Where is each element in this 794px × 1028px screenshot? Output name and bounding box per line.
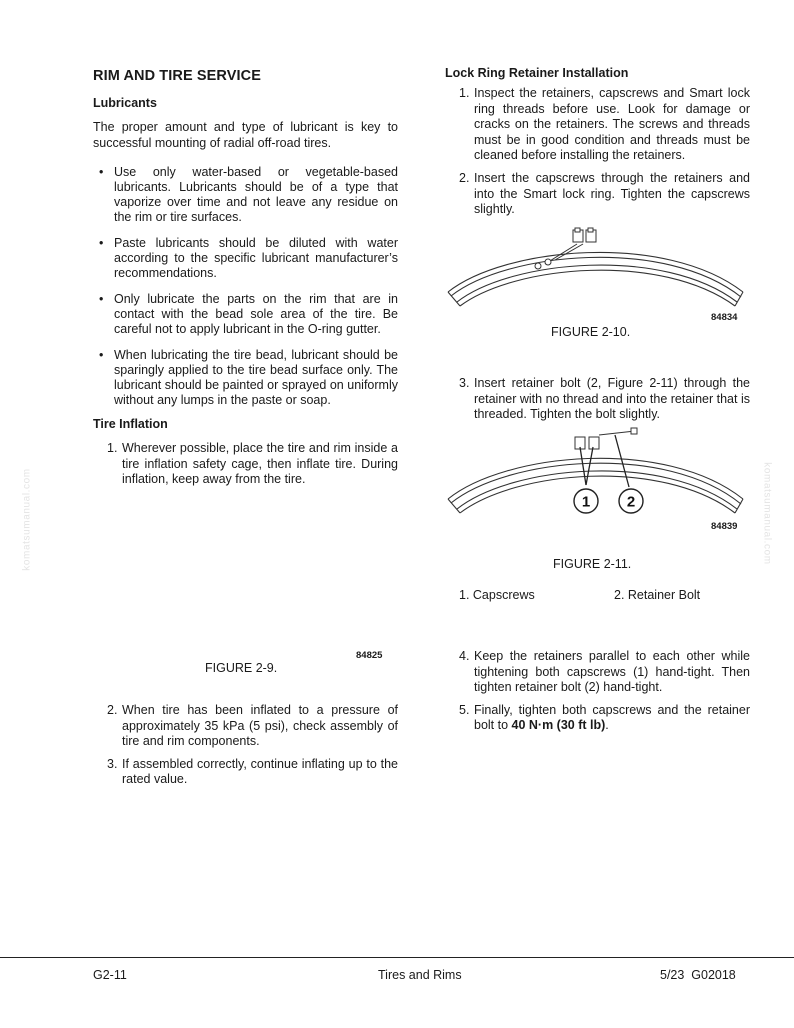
- step-item: 2. Insert the capscrews through the retainers and into the Smart lock ring. Tighten the capscrews slightly.: [459, 170, 750, 217]
- step-item: 5. Finally, tighten both capscrews and the retainer bolt to 40 N·m (30 ft lb).: [459, 702, 750, 733]
- watermark-left: komatsumanual.com: [21, 468, 33, 571]
- left-column: [93, 62, 398, 419]
- lubricants-heading: Lubricants: [93, 96, 157, 110]
- section-title: RIM AND TIRE SERVICE: [93, 68, 261, 84]
- watermark-right: komatsumanual.com: [761, 462, 773, 565]
- step-item: 4. Keep the retainers parallel to each other while tightening both capscrews (1) hand-tight. Then tighten retainer bolt (2) hand-tight.: [459, 649, 750, 695]
- lubricants-intro: The proper amount and type of lubricant is key to successful mounting of radial off-road tires.: [93, 120, 398, 150]
- figure-2-10-code: 84834: [711, 312, 738, 323]
- inflation-steps-1: [93, 441, 398, 488]
- inflation-steps-cont: [93, 703, 398, 795]
- step-item: 3. If assembled correctly, continue inflating up to the rated value.: [107, 756, 398, 787]
- figure-2-11-legend-1: 1. Capscrews: [459, 588, 535, 602]
- list-item: • When lubricating the tire bead, lubricant should be sparingly applied to the tire bead surface only. The lubricant should be painted or sprayed on uniformly without any lumps in the paste or soap.: [99, 348, 398, 408]
- step-3-block: [445, 376, 750, 430]
- tire-inflation-heading: Tire Inflation: [93, 417, 168, 431]
- figure-2-11-code: 84839: [711, 521, 738, 532]
- step-item: 1. Wherever possible, place the tire and rim inside a tire inflation safety cage, then inflate tire. During inflation, keep away from the tire.: [107, 441, 398, 487]
- figure-2-11-caption: FIGURE 2-11.: [553, 557, 632, 571]
- figure-2-10-illustration: [445, 222, 750, 332]
- figure-2-9-caption: FIGURE 2-9.: [205, 661, 278, 675]
- step-item: 1. Inspect the retainers, capscrews and Smart lock ring threads before use. Look for damage or cracks on the retainers. The screws and threads must be in good condition and threads must be cleaned before installing the retainers.: [459, 86, 750, 163]
- footer-rule: [0, 957, 794, 958]
- callout-2: [619, 489, 643, 513]
- page-number: G2-11: [93, 968, 127, 982]
- retainer-pair: [573, 228, 596, 242]
- list-item: • Only lubricate the parts on the rim that are in contact with the bead sole area of the tire. Be careful not to apply lubricant in the O-ring gutter.: [99, 292, 398, 337]
- footer-chapter-title: Tires and Rims: [378, 968, 462, 982]
- lock-ring-heading: Lock Ring Retainer Installation: [445, 66, 629, 80]
- step-item: 3. Insert retainer bolt (2, Figure 2-11) through the retainer with no thread and into the retainer that is threaded. Tighten the bolt slightly.: [459, 376, 750, 422]
- step-item: 2. When tire has been inflated to a pressure of approximately 35 kPa (5 psi), check assembly of tire and rim components.: [107, 703, 398, 749]
- retainer-bolt: [599, 428, 637, 435]
- figure-2-11-legend-2: 2. Retainer Bolt: [614, 588, 701, 602]
- torque-value: 40 N·m (30 ft lb): [511, 718, 606, 733]
- steps-4-5-block: [445, 649, 750, 741]
- callout-1: [574, 489, 598, 513]
- figure-2-11-illustration: [445, 425, 750, 520]
- figure-2-9-code: 84825: [356, 650, 383, 661]
- list-item: • Paste lubricants should be diluted with water according to the specific lubricant manufacturer’s recommendations.: [99, 236, 398, 281]
- right-column: [445, 62, 750, 225]
- callout-1-label: 1: [581, 493, 591, 511]
- retainer-pair: [575, 437, 599, 449]
- lubricants-bullet-list: [93, 165, 398, 408]
- tire-inflation-section: [93, 417, 398, 495]
- figure-2-10-caption: FIGURE 2-10.: [551, 325, 631, 339]
- footer-doc-code: 5/23 G02018: [660, 968, 736, 982]
- lock-ring-steps: [445, 86, 750, 218]
- callout-2-label: 2: [626, 493, 636, 511]
- list-item: • Use only water-based or vegetable-based lubricants. Lubricants should be of a type that vaporize over time and not leave any residue on the rim or tire surfaces.: [99, 165, 398, 225]
